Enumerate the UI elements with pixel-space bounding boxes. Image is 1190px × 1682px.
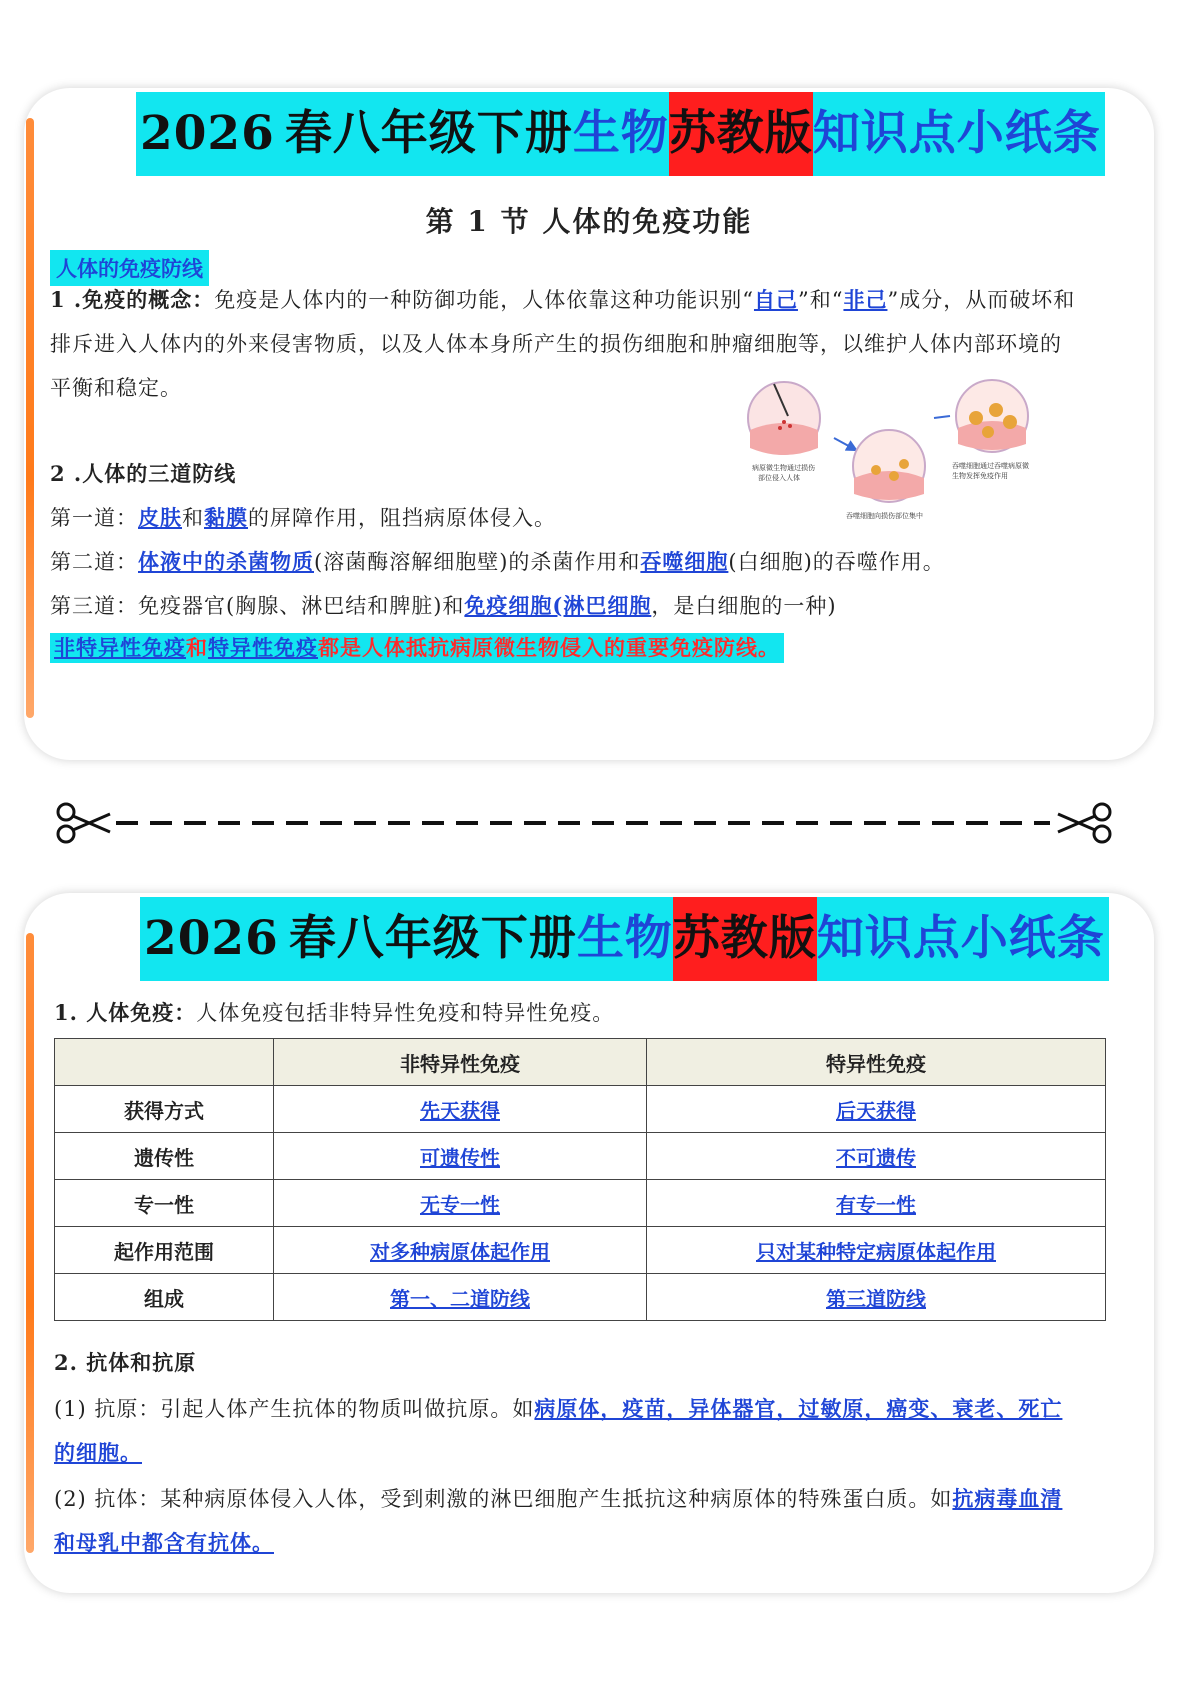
table-header-row [55,1039,1106,1086]
defense-heading: 2 .人体的三道防线 [50,461,237,486]
banner-edition: 苏教版 [673,897,817,981]
table-row: 专一性 无专一性 有专一性 [55,1180,1106,1227]
title-banner [136,92,1105,176]
banner-subject: 生物 [577,897,673,981]
banner-year: 2026 [140,897,279,981]
concept-line-1: 1 .免疫的概念：免疫是人体内的一种防御功能，人体依靠这种功能识别“自己”和“非己”成分，从而破坏和 [50,287,1076,312]
banner-grade: 春八年级下册 [279,897,577,981]
defense-line-2: 第二道：体液中的杀菌物质(溶菌酶溶解细胞壁)的杀菌作用和吞噬细胞(白细胞)的吞噬作用。 [50,549,945,574]
table-row: 起作用范围 对多种病原体起作用 只对某种特定病原体起作用 [55,1227,1106,1274]
scissors-icon [1058,804,1110,842]
table-row: 遗传性 可遗传性 不可遗传 [55,1133,1106,1180]
antibody-line-2: 和母乳中都含有抗体。 [54,1530,274,1555]
defense-line-1: 第一道：皮肤和黏膜的屏障作用，阻挡病原体侵入。 [50,505,556,530]
defense-line-3: 第三道：免疫器官(胸腺、淋巴结和脾脏)和免疫细胞(淋巴细胞，是白细胞的一种) [50,593,837,618]
concept-label: 1 .免疫的概念： [50,287,215,312]
antibody-line-1: (2) 抗体：某种病原体侵入人体，受到刺激的淋巴细胞产生抵抗这种病原体的特殊蛋白质。如抗病毒血清 [54,1486,1063,1511]
svg-text:吞噬细胞通过吞噬病原微: 吞噬细胞通过吞噬病原微 [952,462,1029,470]
defense-summary: 非特异性免疫和特异性免疫都是人体抵抗病原微生物侵入的重要免疫防线。 [50,632,784,662]
svg-text:吞噬细胞向损伤部位集中: 吞噬细胞向损伤部位集中 [846,512,923,520]
col-nonspecific: 非特异性免疫 [274,1039,647,1086]
note-card-2 [24,893,1154,1593]
banner-edition: 苏教版 [669,92,813,176]
immune-response-illustration [744,378,1114,528]
concept-line-3: 平衡和稳定。 [50,376,182,400]
card-accent-bar [26,933,34,1553]
banner-grade: 春八年级下册 [275,92,573,176]
antigen-line-2: 的细胞。 [54,1440,142,1465]
keyword-nonself: 非己 [843,287,888,312]
svg-text:部位侵入人体: 部位侵入人体 [758,474,800,482]
note-card-1 [24,88,1154,760]
immunity-comparison-table [54,1038,1106,1321]
banner-knowledge: 知识点小纸条 [817,897,1109,981]
scissors-icon [58,804,110,842]
banner-year: 2026 [136,92,275,176]
concept-line-2: 排斥进入人体内的外来侵害物质，以及人体本身所产生的损伤细胞和肿瘤细胞等，以维护人体内部环境的 [50,332,1062,356]
table-row: 组成 第一、二道防线 第三道防线 [55,1274,1106,1321]
immunity-intro: 1. 人体免疫：人体免疫包括非特异性免疫和特异性免疫。 [54,1000,615,1025]
title-banner [140,897,1109,981]
topic-tag: 人体的免疫防线 [50,250,209,286]
keyword-self: 自己 [753,287,798,312]
svg-text:病原微生物通过损伤: 病原微生物通过损伤 [752,464,815,472]
section-title: 第 1 节 人体的免疫功能 [425,205,753,238]
table-row: 获得方式 先天获得 后天获得 [55,1086,1106,1133]
cut-line-divider [54,798,1114,848]
antibody-heading: 2. 抗体和抗原 [54,1350,197,1375]
col-specific: 特异性免疫 [647,1039,1106,1086]
antigen-line-1: (1) 抗原：引起人体产生抗体的物质叫做抗原。如病原体，疫苗，异体器官，过敏原，癌变、衰老、死亡 [54,1396,1063,1421]
banner-knowledge: 知识点小纸条 [813,92,1105,176]
svg-text:生物发挥免疫作用: 生物发挥免疫作用 [952,472,1008,480]
banner-subject: 生物 [573,92,669,176]
